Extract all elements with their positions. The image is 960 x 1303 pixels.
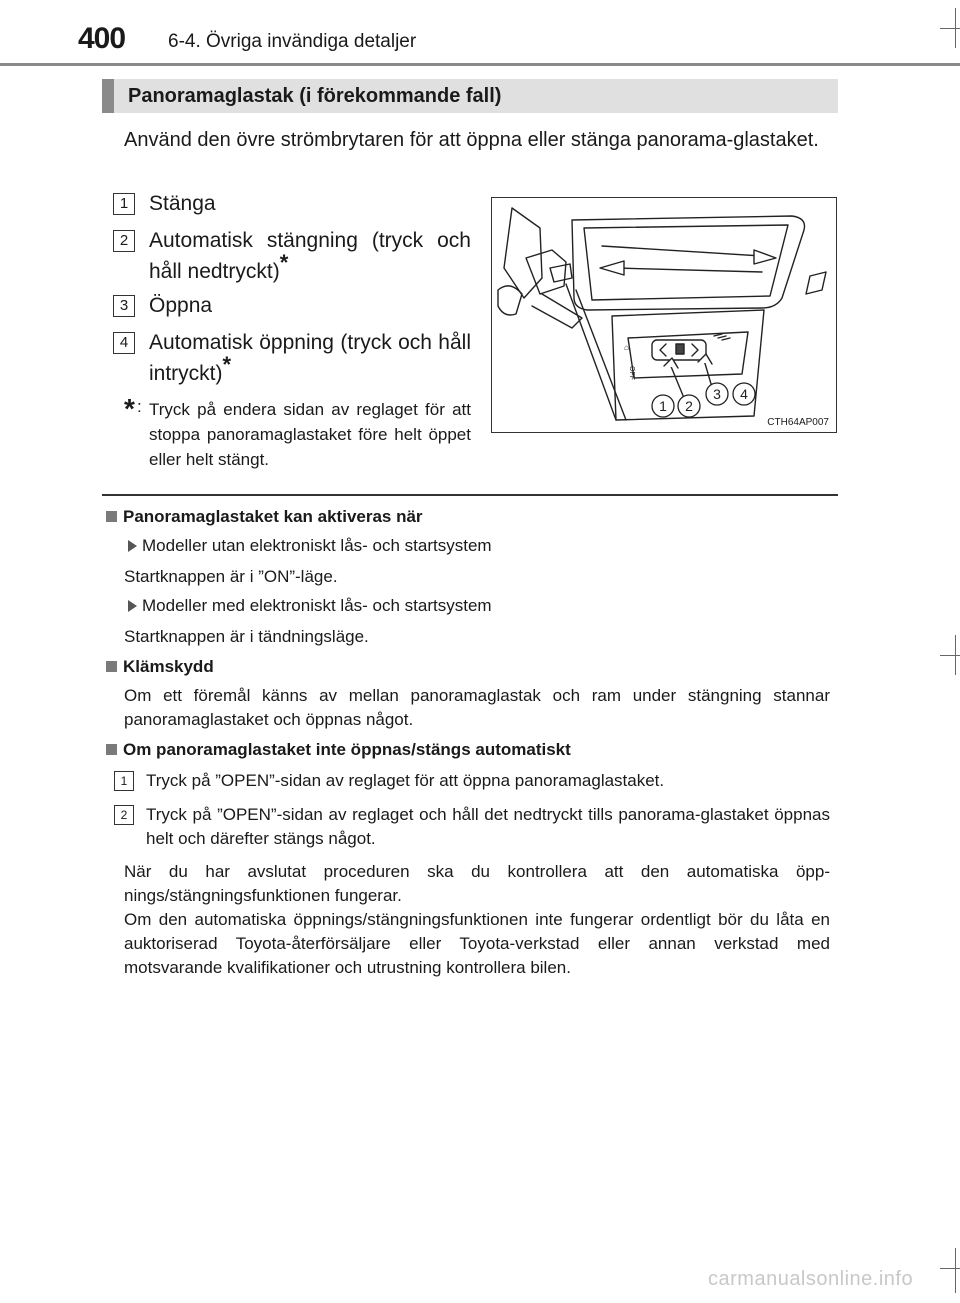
item-4-label: Automatisk öppning (tryck och håll intryckt) xyxy=(149,331,471,385)
callout-1: 1 xyxy=(659,398,667,414)
crop-mark xyxy=(940,655,960,656)
intro-paragraph: Använd den övre strömbrytaren för att öppna eller stänga panorama-glastaket. xyxy=(124,129,819,151)
item-3-text xyxy=(149,290,471,321)
item-1-text xyxy=(149,188,471,219)
watermark: carmanualsonline.info xyxy=(708,1268,914,1290)
footnote-colon: : xyxy=(137,397,142,416)
variant-2-text: Modeller med elektroniskt lås- och startsystem xyxy=(142,596,492,615)
closing-paragraph-1: När du har avslutat proceduren ska du kontrollera att den automatiska öpp-nings/stängningsfunktionen fungerar. xyxy=(124,862,830,905)
illustration-svg xyxy=(492,198,836,432)
switch-off-label: OFF xyxy=(628,366,635,380)
pinch-heading-text: Klämskydd xyxy=(123,657,214,676)
activation-heading xyxy=(106,507,423,527)
crop-mark xyxy=(940,1268,960,1269)
pinch-heading xyxy=(106,657,214,677)
svg-text:⌂: ⌂ xyxy=(624,343,629,352)
activation-heading-text: Panoramaglastaket kan aktiveras när xyxy=(123,507,423,526)
variant-1 xyxy=(128,536,492,556)
section-title: Panoramaglastak (i förekommande fall) xyxy=(128,85,502,107)
callout-2: 2 xyxy=(685,398,693,414)
item-2-label: Automatisk stängning (tryck och håll nedtryckt) xyxy=(149,229,471,283)
callout-4: 4 xyxy=(740,386,748,402)
step-2-text: Tryck på ”OPEN”-sidan av reglaget och håll det nedtryckt tills panorama-glastaket öppnas helt och därefter stängs något. xyxy=(146,805,830,848)
footnote-mark: * xyxy=(124,393,135,424)
item-number-3: 3 xyxy=(113,295,135,317)
variant-1-body: Startknappen är i ”ON”-läge. xyxy=(124,567,338,586)
step-1-text: Tryck på ”OPEN”-sidan av reglaget för att öppna panoramaglastaket. xyxy=(146,771,665,790)
closing-paragraph-2: Om den automatiska öppnings/stängningsfunktionen inte fungerar ordentligt bör du låta en auktoriserad Toyota-återförsäljare eller Toyota-verkstad eller annan verkstad med motsvarande kvalifikationer och utrustning kontrollera bilen. xyxy=(124,910,830,977)
footnote-star: * xyxy=(279,250,289,275)
crop-mark xyxy=(940,28,960,29)
variant-1-text: Modeller utan elektroniskt lås- och startsystem xyxy=(142,536,492,555)
item-1-label: Stänga xyxy=(149,192,216,215)
callout-3: 3 xyxy=(713,386,721,402)
section-divider xyxy=(102,494,838,496)
square-bullet-icon xyxy=(106,511,117,522)
variant-2-body: Startknappen är i tändningsläge. xyxy=(124,627,369,646)
section-header xyxy=(102,79,838,113)
header-rule xyxy=(0,63,960,66)
item-4-text xyxy=(149,327,471,389)
page-number: 400 xyxy=(78,22,126,55)
item-number-4: 4 xyxy=(113,332,135,354)
pinch-body: Om ett föremål känns av mellan panoramaglastak och ram under stängning stannar panoramaglastaket och öppnas något. xyxy=(124,686,830,729)
item-number-1: 1 xyxy=(113,193,135,215)
item-number-2: 2 xyxy=(113,230,135,252)
triangle-bullet-icon xyxy=(128,540,137,552)
auto-heading xyxy=(106,740,571,760)
triangle-bullet-icon xyxy=(128,600,137,612)
footnote-text: Tryck på endera sidan av reglaget för att stoppa panoramaglastaket före helt öppet eller helt stängt. xyxy=(149,400,471,469)
figure-code: CTH64AP007 xyxy=(767,417,829,428)
square-bullet-icon xyxy=(106,744,117,755)
chapter-title: 6-4. Övriga invändiga detaljer xyxy=(168,31,417,52)
item-2-text xyxy=(149,225,471,287)
step-number-1: 1 xyxy=(114,771,134,791)
auto-heading-text: Om panoramaglastaket inte öppnas/stängs automatiskt xyxy=(123,740,571,759)
step-number-2: 2 xyxy=(114,805,134,825)
variant-2 xyxy=(128,596,492,616)
square-bullet-icon xyxy=(106,661,117,672)
footnote-star: * xyxy=(222,352,232,377)
item-3-label: Öppna xyxy=(149,294,213,317)
roof-switch-illustration xyxy=(491,197,837,433)
crop-mark xyxy=(955,1248,956,1293)
